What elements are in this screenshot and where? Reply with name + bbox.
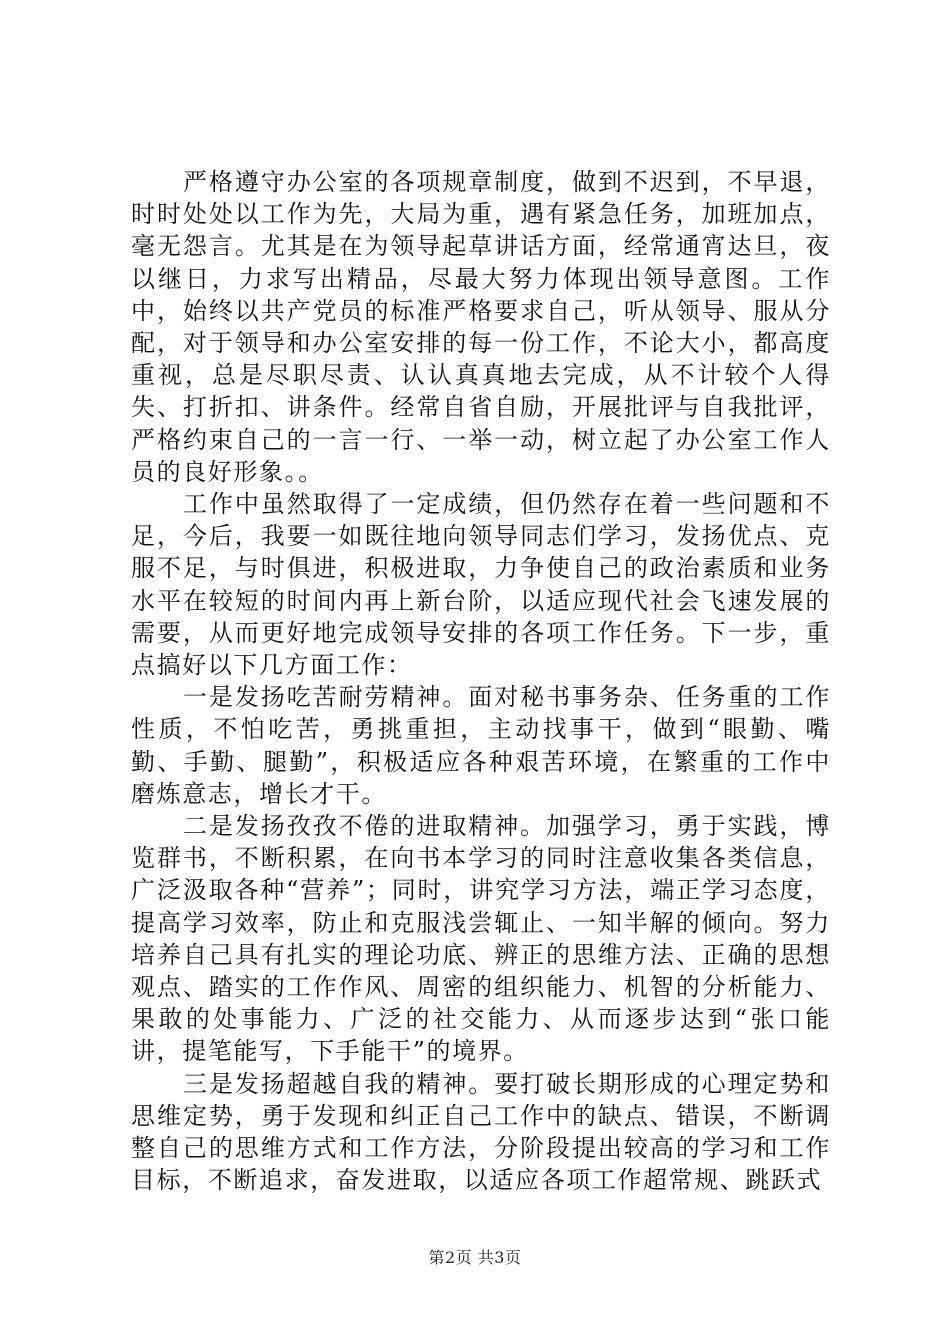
page-number-footer: 第2页 共3页 xyxy=(428,1248,522,1267)
paragraph-hardwork: 一是发扬吃苦耐劳精神。面对秘书事务杂、任务重的工作性质，不怕吃苦，勇挑重担，主动找事干，做到“眼勤、嘴勤、手勤、腿勤”，积极适应各种艰苦环境，在繁重的工作中磨炼意志，增长才干。 xyxy=(131,683,831,808)
paragraph-learning: 二是发扬孜孜不倦的进取精神。加强学习，勇于实践，博览群书，不断积累，在向书本学习的同时注意收集各类信息，广泛汲取各种“营养”；同时，讲究学习方法，端正学习态度，提高学习效率，防止和克服浅尝辄止、一知半解的倾向。努力培养自己具有扎实的理论功底、辨正的思维方法、正确的思想观点、踏实的工作作风、周密的组织能力、机智的分析能力、果敢的处事能力、广泛的社交能力、从而逐步达到“张口能讲，提笔能写，下手能干”的境界。 xyxy=(131,812,831,1066)
paragraph-discipline: 严格遵守办公室的各项规章制度，做到不迟到，不早退，时时处处以工作为先，大局为重，遇有紧急任务，加班加点，毫无怨言。尤其是在为领导起草讲话方面，经常通宵达旦，夜以继日，力求写出精品，尽最大努力体现出领导意图。工作中，始终以共产党员的标准严格要求自己，听从领导、服从分配，对于领导和办公室安排的每一份工作，不论大小，都高度重视，总是尽职尽责、认认真真地去完成，从不计较个人得失、打折扣、讲条件。经常自省自励，开展批评与自我批评，严格约束自己的一言一行、一举一动，树立起了办公室工作人员的良好形象。。 xyxy=(131,168,831,486)
paragraph-shortcomings: 工作中虽然取得了一定成绩，但仍然存在着一些问题和不足，今后，我要一如既往地向领导同志们学习，发扬优点、克服不足，与时俱进，积极进取，力争使自己的政治素质和业务水平在较短的时间内再上新台阶，以适应现代社会飞速发展的需要，从而更好地完成领导安排的各项工作任务。下一步，重点搞好以下几方面工作： xyxy=(131,490,831,680)
document-body xyxy=(131,166,831,1197)
paragraph-self-surpass: 三是发扬超越自我的精神。要打破长期形成的心理定势和思维定势，勇于发现和纠正自己工作中的缺点、错误，不断调整自己的思维方式和工作方法，分阶段提出较高的学习和工作目标，不断追求，奋发进取，以适应各项工作超常规、跳跃式 xyxy=(131,1069,831,1195)
